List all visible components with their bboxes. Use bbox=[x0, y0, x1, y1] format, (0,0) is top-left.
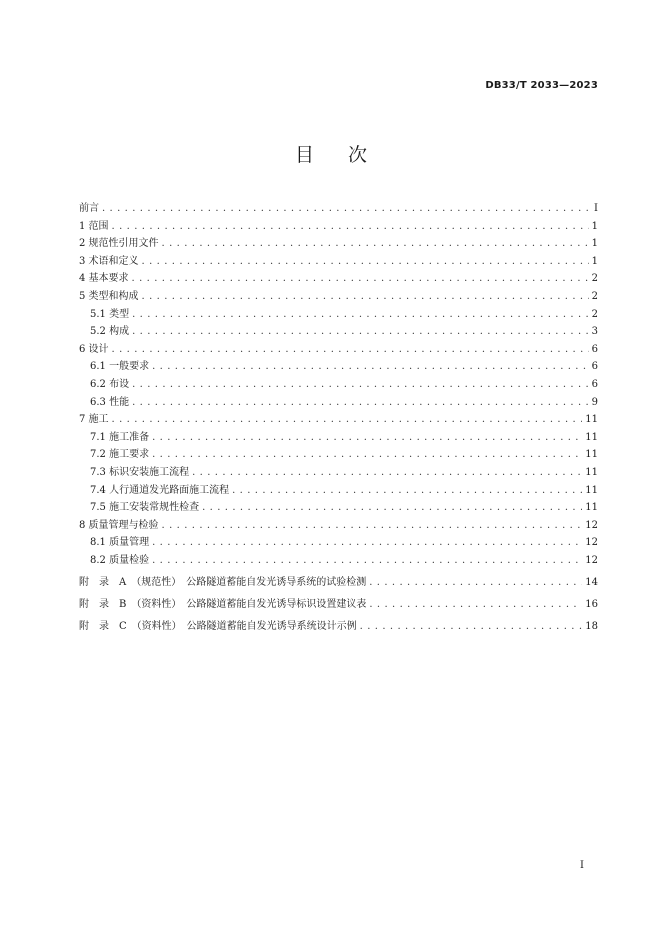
toc-entry-page: 1 bbox=[591, 220, 598, 232]
toc-entry[interactable] bbox=[79, 482, 598, 500]
toc-entry-label: 6 设计 bbox=[79, 343, 109, 355]
toc-entry-label: 8.2 质量检验 bbox=[90, 554, 150, 566]
toc-entry[interactable] bbox=[79, 235, 598, 253]
toc-entry[interactable] bbox=[79, 618, 598, 636]
toc-leader-dots bbox=[132, 394, 589, 412]
toc-leader-dots bbox=[142, 288, 589, 306]
toc-entry-page: 6 bbox=[591, 378, 598, 390]
toc-leader-dots bbox=[132, 376, 589, 394]
toc-entry[interactable] bbox=[79, 376, 598, 394]
toc-entry-page: 1 bbox=[591, 238, 598, 250]
toc-entry-label: 附 录 C （资料性） 公路隧道蓄能自发光诱导系统设计示例 bbox=[79, 621, 357, 633]
toc-entry-page: 6 bbox=[591, 361, 598, 373]
toc-entry-page: 11 bbox=[585, 466, 598, 478]
toc-entry-label: 5 类型和构成 bbox=[79, 290, 139, 302]
toc-entry-page: I bbox=[594, 203, 598, 214]
toc-entry[interactable] bbox=[79, 253, 598, 271]
toc-leader-dots bbox=[132, 323, 589, 341]
toc-entry[interactable] bbox=[79, 596, 598, 614]
toc-entry-label: 8.1 质量管理 bbox=[90, 537, 150, 549]
toc-entry-label: 前言 bbox=[79, 203, 99, 214]
toc-entry[interactable] bbox=[79, 270, 598, 288]
toc-leader-dots bbox=[152, 429, 582, 447]
toc-entry-page: 6 bbox=[591, 343, 598, 355]
toc-entry-label: 5.1 类型 bbox=[90, 308, 130, 320]
toc-entry-label: 7.4 人行通道发光路面施工流程 bbox=[90, 484, 230, 496]
toc-entry-label: 6.3 性能 bbox=[90, 396, 130, 408]
toc-leader-dots bbox=[202, 499, 582, 517]
toc-entry-page: 9 bbox=[591, 396, 598, 408]
toc-leader-dots bbox=[162, 235, 589, 253]
toc-entry[interactable] bbox=[79, 200, 598, 218]
toc-entry-page: 12 bbox=[585, 554, 598, 566]
toc-entry-label: 8 质量管理与检验 bbox=[79, 519, 159, 531]
toc-entry-page: 11 bbox=[585, 502, 598, 514]
toc-entry-label: 6.2 布设 bbox=[90, 378, 130, 390]
toc-leader-dots bbox=[112, 218, 589, 236]
toc-leader-dots bbox=[132, 270, 589, 288]
toc-entry-label: 附 录 A （规范性） 公路隧道蓄能自发光诱导系统的试验检测 bbox=[79, 577, 367, 589]
toc-entry[interactable] bbox=[79, 552, 598, 570]
toc-leader-dots bbox=[162, 517, 583, 535]
document-code: DB33/T 2033—2023 bbox=[485, 80, 598, 91]
toc-entry-page: 2 bbox=[591, 290, 598, 302]
toc-entry-page: 16 bbox=[585, 599, 598, 611]
toc-leader-dots bbox=[142, 253, 589, 271]
toc-leader-dots bbox=[112, 411, 583, 429]
toc-entry[interactable] bbox=[79, 534, 598, 552]
toc-entry-page: 11 bbox=[585, 414, 598, 426]
toc-leader-dots bbox=[369, 596, 582, 614]
toc-entry-label: 2 规范性引用文件 bbox=[79, 238, 159, 250]
toc-entry-label: 3 术语和定义 bbox=[79, 255, 139, 267]
toc-entry-page: 11 bbox=[585, 449, 598, 461]
toc-entry-page: 11 bbox=[585, 431, 598, 443]
table-of-contents bbox=[79, 200, 598, 636]
toc-entry-label: 7.2 施工要求 bbox=[90, 449, 150, 461]
toc-entry[interactable] bbox=[79, 499, 598, 517]
toc-entry-page: 14 bbox=[585, 577, 598, 589]
toc-entry-label: 1 范围 bbox=[79, 220, 109, 232]
toc-entry[interactable] bbox=[79, 574, 598, 592]
toc-entry-page: 2 bbox=[591, 273, 598, 285]
toc-entry-page: 3 bbox=[591, 326, 598, 338]
toc-entry[interactable] bbox=[79, 306, 598, 324]
toc-entry-page: 2 bbox=[591, 308, 598, 320]
toc-entry[interactable] bbox=[79, 429, 598, 447]
toc-entry[interactable] bbox=[79, 323, 598, 341]
toc-leader-dots bbox=[152, 358, 589, 376]
toc-entry-label: 7 施工 bbox=[79, 414, 109, 426]
toc-entry-label: 7.3 标识安装施工流程 bbox=[90, 466, 190, 478]
toc-entry-label: 5.2 构成 bbox=[90, 326, 130, 338]
toc-entry-page: 1 bbox=[591, 255, 598, 267]
toc-entry-page: 18 bbox=[585, 621, 598, 633]
toc-entry[interactable] bbox=[79, 411, 598, 429]
toc-leader-dots bbox=[152, 552, 582, 570]
toc-entry-label: 附 录 B （资料性） 公路隧道蓄能自发光诱导标识设置建议表 bbox=[79, 599, 367, 611]
toc-entry-label: 4 基本要求 bbox=[79, 273, 129, 285]
toc-entry[interactable] bbox=[79, 517, 598, 535]
toc-leader-dots bbox=[112, 341, 589, 359]
toc-leader-dots bbox=[152, 446, 582, 464]
page-title: 目 次 bbox=[294, 144, 382, 166]
toc-entry-page: 11 bbox=[585, 484, 598, 496]
toc-entry[interactable] bbox=[79, 464, 598, 482]
toc-entry-label: 6.1 一般要求 bbox=[90, 361, 150, 373]
toc-entry[interactable] bbox=[79, 358, 598, 376]
toc-entry-label: 7.1 施工准备 bbox=[90, 431, 150, 443]
toc-entry[interactable] bbox=[79, 446, 598, 464]
page-number: I bbox=[580, 860, 584, 871]
toc-entry[interactable] bbox=[79, 341, 598, 359]
toc-entry[interactable] bbox=[79, 394, 598, 412]
toc-entry[interactable] bbox=[79, 218, 598, 236]
toc-leader-dots bbox=[232, 482, 582, 500]
toc-leader-dots bbox=[102, 200, 591, 218]
toc-entry-page: 12 bbox=[585, 519, 598, 531]
toc-entry[interactable] bbox=[79, 288, 598, 306]
toc-entry-page: 12 bbox=[585, 537, 598, 549]
toc-leader-dots bbox=[132, 306, 589, 324]
toc-leader-dots bbox=[360, 618, 583, 636]
toc-leader-dots bbox=[192, 464, 582, 482]
toc-leader-dots bbox=[369, 574, 582, 592]
toc-entry-label: 7.5 施工安装常规性检查 bbox=[90, 502, 200, 514]
toc-leader-dots bbox=[152, 534, 582, 552]
